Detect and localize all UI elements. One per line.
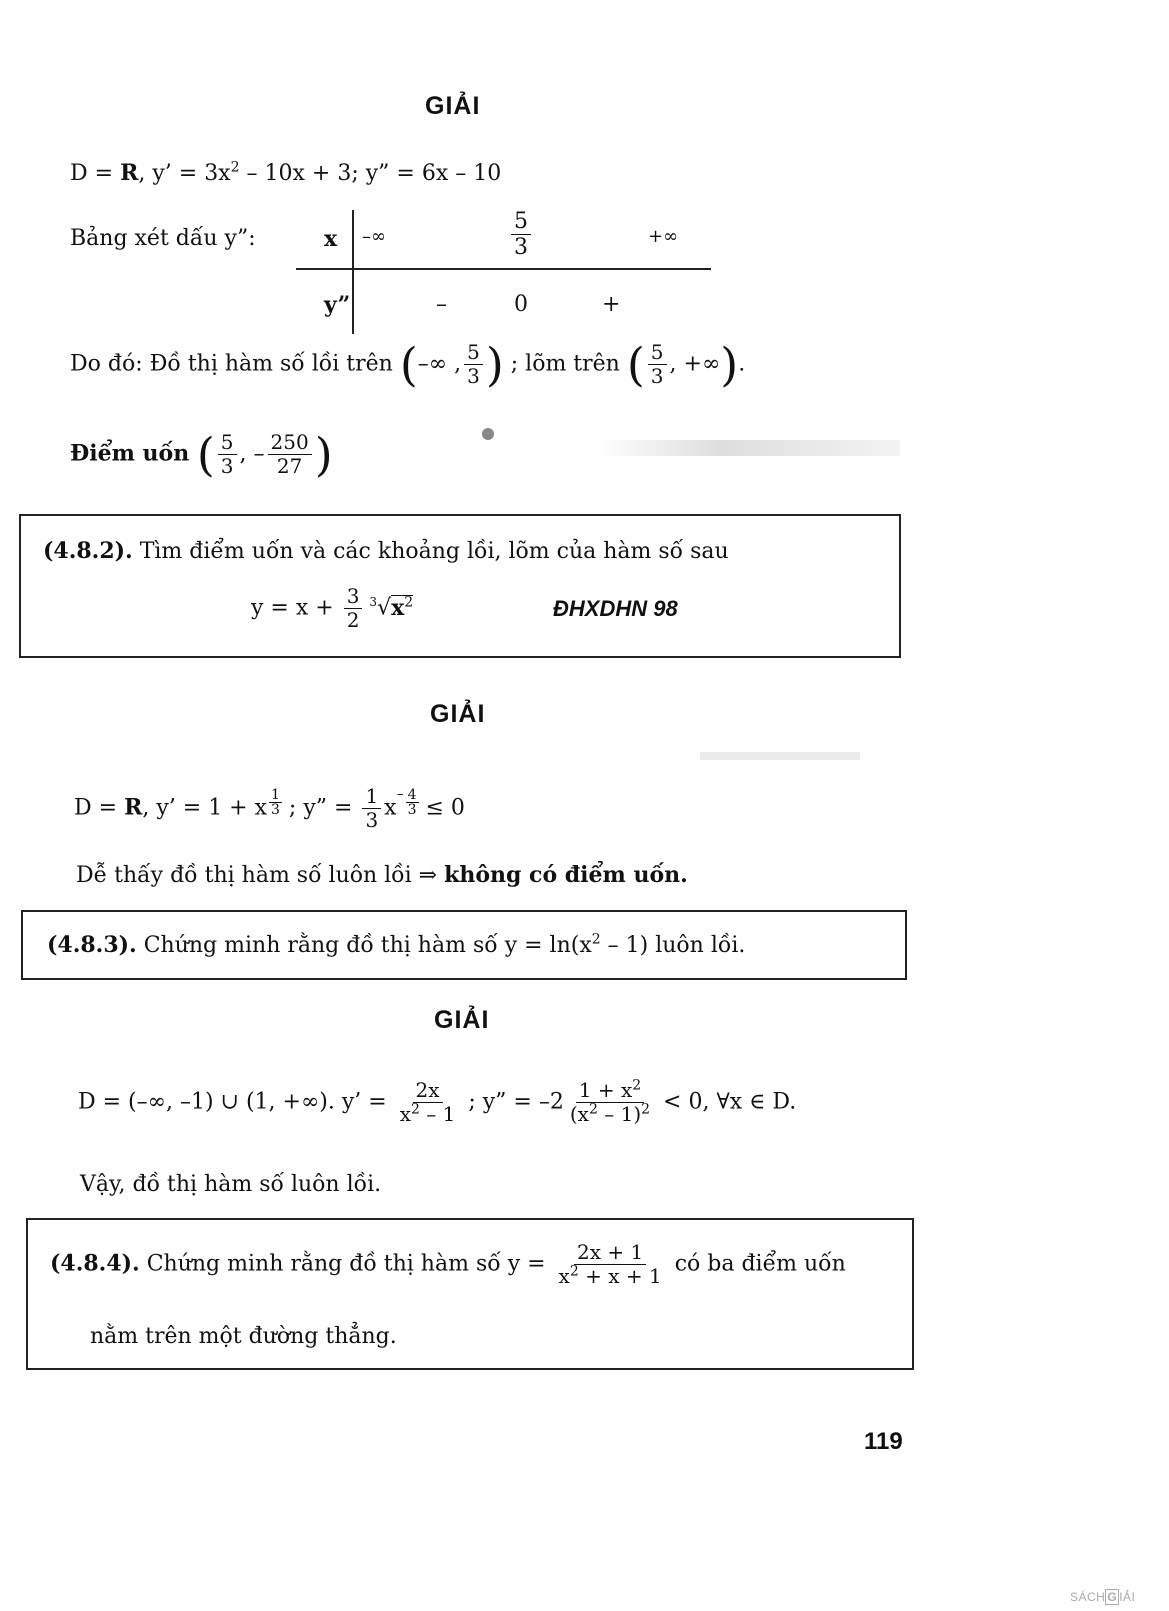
problem-4-8-2-box — [19, 514, 901, 658]
sign-table-zero: 0 — [514, 292, 528, 317]
scan-noise — [700, 752, 860, 760]
conclusion-line-3: Vậy, đồ thị hàm số luôn lồi. — [80, 1172, 382, 1197]
scan-noise — [600, 440, 900, 456]
problem-4-8-3-statement: (4.8.3). Chứng minh rằng đồ thị hàm số $y = \ln(x^2 - 1)$ luôn lồi. — [47, 931, 746, 958]
sign-table-label: Bảng xét dấu y”: — [70, 226, 256, 251]
sign-table-y-label: y” — [324, 292, 351, 318]
convexity-conclusion: Do đó: Đồ thị hàm số lồi trên (–∞ , $\frac{5}{3}$ ) ; lõm trên ( $\frac{5}{3}$ , +∞). — [70, 337, 746, 392]
problem-4-8-3-box — [21, 910, 907, 980]
problem-4-8-2-formula: y = x + $\frac{3}{2}$ $^3√x^2$ — [251, 584, 414, 632]
sign-table-minus: – — [436, 292, 447, 317]
solution-heading-2: GIẢI — [430, 700, 486, 728]
watermark-logo: SÁCH G IẢI — [1070, 1590, 1136, 1604]
problem-4-8-4-statement: (4.8.4). Chứng minh rằng đồ thị hàm số y = $\frac{2x + 1}{x^2 + x + 1}$ có ba điểm uốn — [50, 1240, 846, 1288]
solution-heading-3: GIẢI — [434, 1006, 490, 1034]
problem-4-8-4-statement-line2: nằm trên một đường thẳng. — [90, 1324, 397, 1349]
sign-table-plus: + — [602, 292, 621, 317]
problem-4-8-4-box — [26, 1218, 914, 1370]
sign-table-vertical-line — [352, 210, 354, 334]
sign-table-x-label: x — [324, 226, 338, 252]
sign-table-pos-infinity: +∞ — [648, 226, 679, 247]
problem-4-8-2-source: ĐHXDHN 98 — [553, 596, 678, 621]
scan-noise — [482, 428, 494, 440]
sign-table-horizontal-line — [296, 268, 711, 270]
inflection-point: Điểm uốn ( $\frac{5}{3}$ , – $\frac{250}{27}$ ) — [70, 427, 333, 482]
domain-derivative-line: D = R, y’ = $3x^2 - 10x + 3$; y” = 6x – 10 — [70, 159, 502, 186]
derivatives-line-2: D = R, y’ = 1 + x $\frac{1}{3}$ ; y” = $\frac{1}{3}$ x– $\frac{4}{3}$ ≤ 0 — [74, 784, 465, 832]
sign-table-critical-point: $\frac{5}{3}$ — [508, 210, 534, 259]
always-convex-line: Dễ thấy đồ thị hàm số luôn lồi ⇒ không có điểm uốn. — [76, 862, 688, 888]
derivatives-line-3: D = (–∞, –1) ∪ (1, +∞). y’ = $\frac{2x}{x^2 - 1}$ ; y” = –2 $\frac{1 + x^2}{(x^2 - 1)^2}$ < 0, ∀x ∈ D. — [78, 1077, 797, 1126]
problem-4-8-2-statement: (4.8.2). Tìm điểm uốn và các khoảng lồi, lõm của hàm số sau — [43, 538, 729, 564]
sign-table — [296, 206, 711, 336]
sign-table-neg-infinity: –∞ — [362, 226, 386, 247]
page-number: 119 — [864, 1428, 903, 1455]
solution-heading-1: GIẢI — [425, 92, 481, 120]
